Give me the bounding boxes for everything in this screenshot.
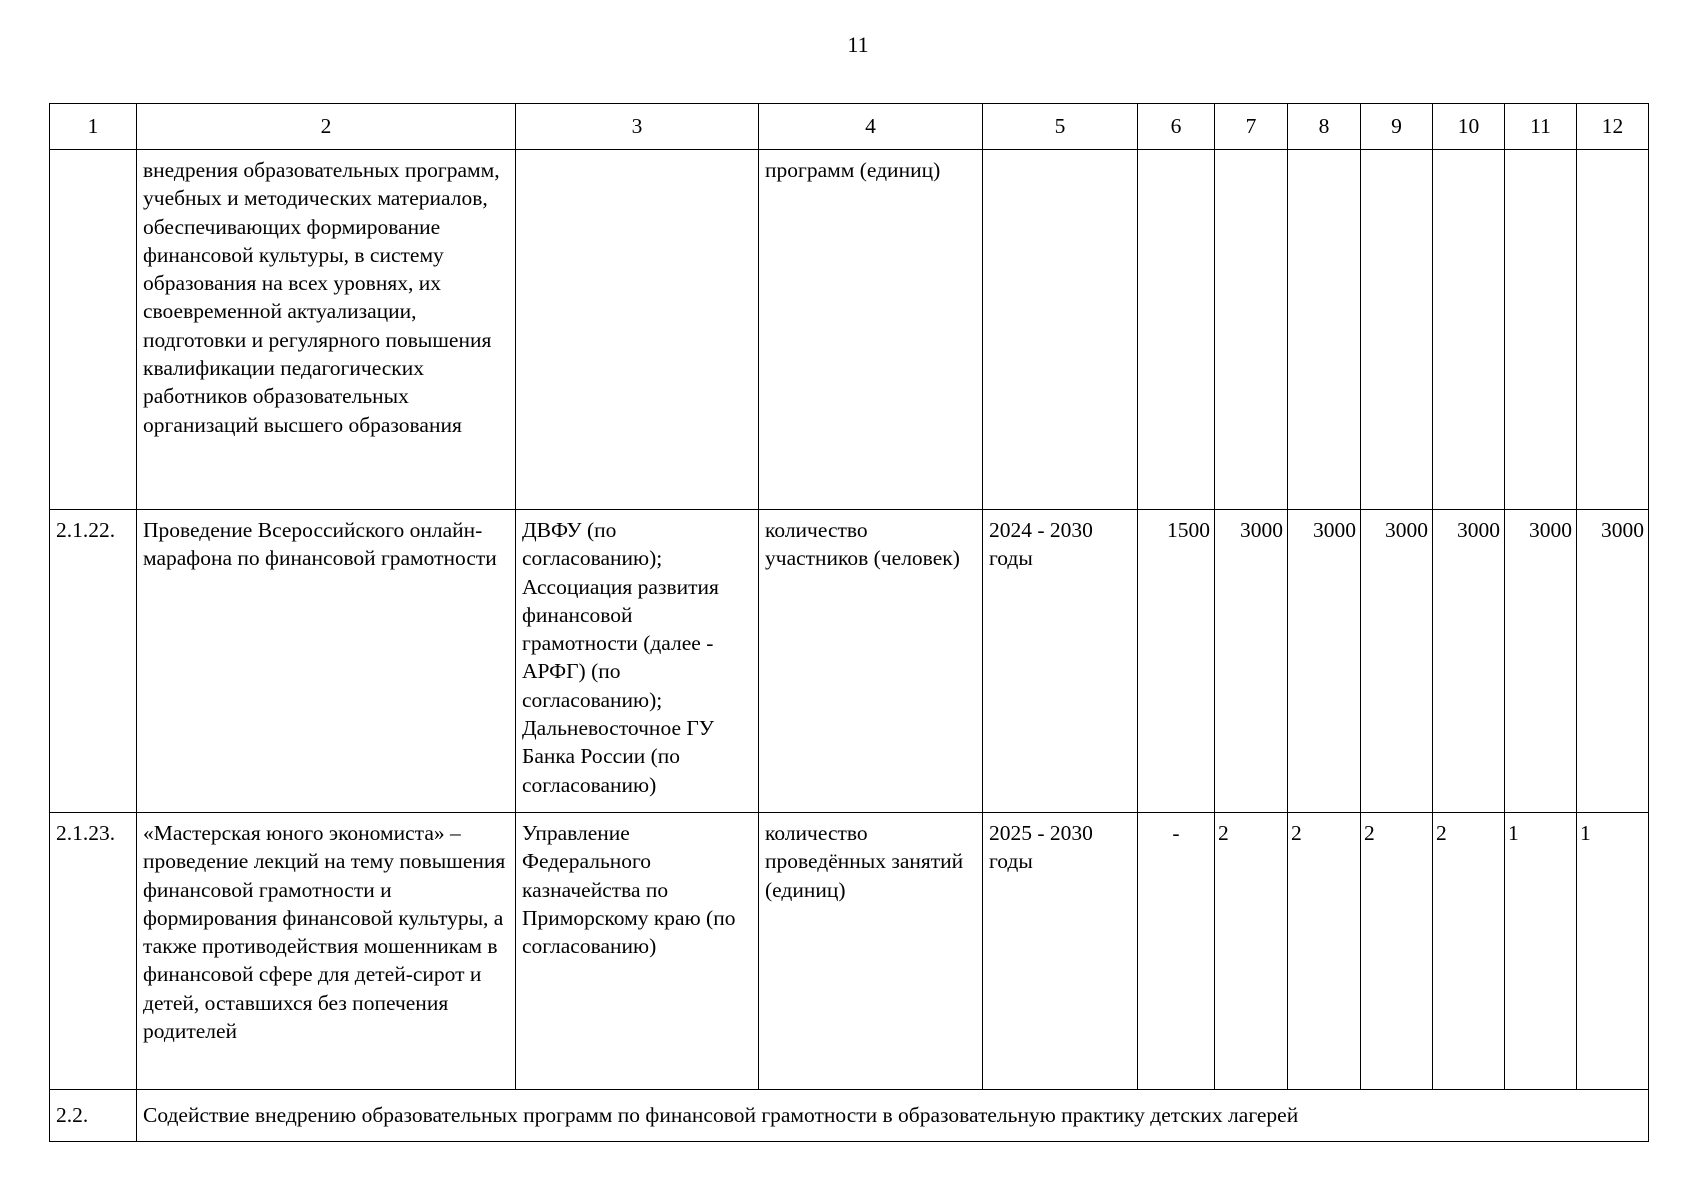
value-cell: 2 — [1361, 813, 1433, 1090]
measure-name: Проведение Всероссийского онлайн-марафона по финансовой грамотности — [137, 510, 516, 813]
header-cell-5: 5 — [983, 104, 1138, 150]
value-cell — [1505, 150, 1577, 510]
value-cell: 2 — [1215, 813, 1288, 1090]
period — [983, 150, 1138, 510]
header-cell-4: 4 — [759, 104, 983, 150]
value-cell: - — [1138, 813, 1215, 1090]
page-number: 11 — [847, 32, 869, 57]
value-cell — [1577, 150, 1649, 510]
header-cell-2: 2 — [137, 104, 516, 150]
header-cell-8: 8 — [1288, 104, 1361, 150]
header-cell-6: 6 — [1138, 104, 1215, 150]
row-number: 2.1.23. — [50, 813, 137, 1090]
value-cell: 3000 — [1577, 510, 1649, 813]
section-row — [50, 1090, 1649, 1142]
value-cell — [1288, 150, 1361, 510]
indicator: количество проведённых занятий (единиц) — [759, 813, 983, 1090]
value-cell: 3000 — [1361, 510, 1433, 813]
indicator: количество участников (человек) — [759, 510, 983, 813]
value-cell — [1433, 150, 1505, 510]
header-cell-12: 12 — [1577, 104, 1649, 150]
section-number: 2.2. — [50, 1090, 137, 1142]
value-cell — [1215, 150, 1288, 510]
value-cell: 1 — [1505, 813, 1577, 1090]
section-title: Содействие внедрению образовательных программ по финансовой грамотности в образовательную практику детских лагерей — [137, 1090, 1649, 1142]
executor: ДВФУ (по согласованию); Ассоциация развития финансовой грамотности (далее - АРФГ) (по согласованию); Дальневосточное ГУ Банка России (по согласованию) — [516, 510, 759, 813]
table-row — [50, 150, 1649, 510]
value-cell — [1138, 150, 1215, 510]
period: 2024 - 2030 годы — [983, 510, 1138, 813]
measure-name: внедрения образовательных программ, учебных и методических материалов, обеспечивающих формирование финансовой культуры, в систему образования на всех уровнях, их своевременной актуализации, подготовки и регулярного повышения квалификации педагогических работников образовательных организаций высшего образования — [137, 150, 516, 510]
period: 2025 - 2030 годы — [983, 813, 1138, 1090]
header-cell-11: 11 — [1505, 104, 1577, 150]
value-cell: 3000 — [1433, 510, 1505, 813]
row-number: 2.1.22. — [50, 510, 137, 813]
executor — [516, 150, 759, 510]
value-cell: 3000 — [1215, 510, 1288, 813]
indicator: программ (единиц) — [759, 150, 983, 510]
header-cell-1: 1 — [50, 104, 137, 150]
header-row — [50, 104, 1649, 150]
value-cell: 1 — [1577, 813, 1649, 1090]
plan-table — [49, 103, 1649, 1142]
value-cell: 1500 — [1138, 510, 1215, 813]
row-number — [50, 150, 137, 510]
executor: Управление Федерального казначейства по Приморскому краю (по согласованию) — [516, 813, 759, 1090]
value-cell: 3000 — [1505, 510, 1577, 813]
table-row — [50, 510, 1649, 813]
measure-name: «Мастерская юного экономиста» – проведение лекций на тему повышения финансовой грамотности и формирования финансовой культуры, а также противодействия мошенникам в финансовой сфере для детей-сирот и детей, оставшихся без попечения родителей — [137, 813, 516, 1090]
header-cell-10: 10 — [1433, 104, 1505, 150]
value-cell: 3000 — [1288, 510, 1361, 813]
header-cell-3: 3 — [516, 104, 759, 150]
value-cell — [1361, 150, 1433, 510]
header-cell-7: 7 — [1215, 104, 1288, 150]
header-cell-9: 9 — [1361, 104, 1433, 150]
value-cell: 2 — [1433, 813, 1505, 1090]
value-cell: 2 — [1288, 813, 1361, 1090]
table-row — [50, 813, 1649, 1090]
